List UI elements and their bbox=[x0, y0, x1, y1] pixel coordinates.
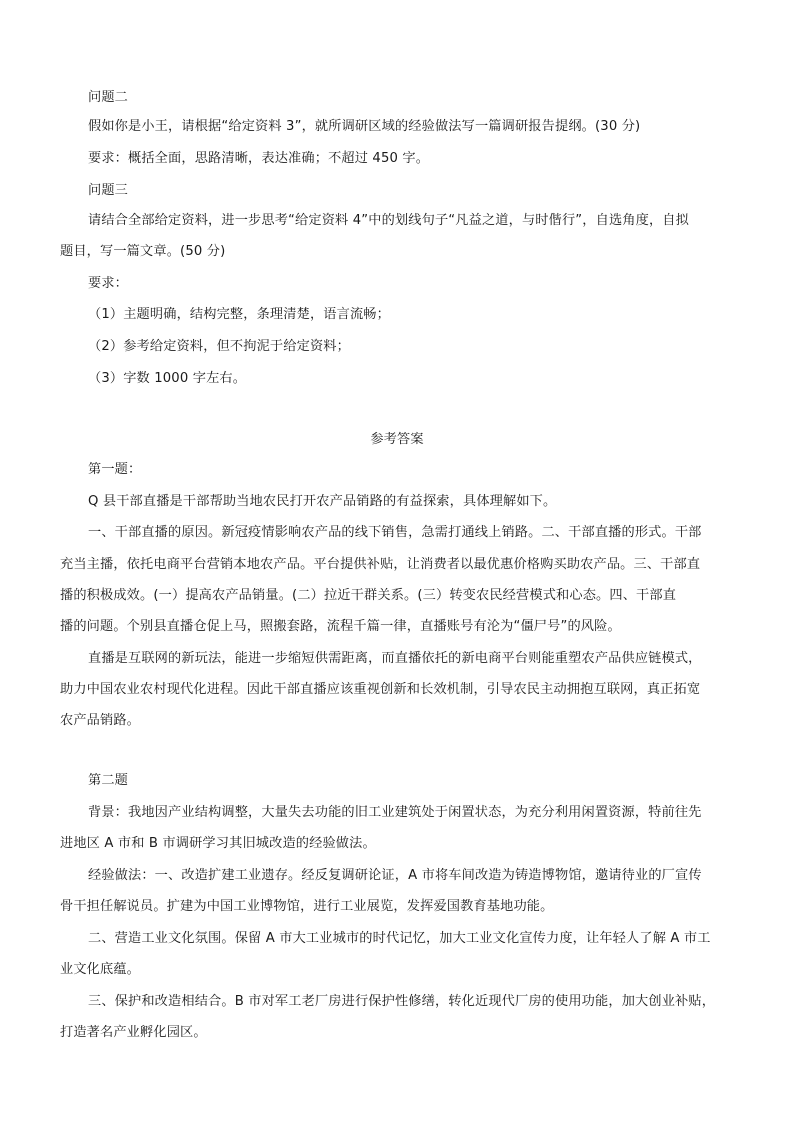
answer-2-background-line-1: 背景：我地因产业结构调整，大量失去功能的旧工业建筑处于闲置状态，为充分利用闲置资源，特前往先 bbox=[88, 805, 702, 820]
answer-2-method-2-line-2: 业文化底蕴。 bbox=[60, 962, 141, 977]
question-3-requirement-1: （1）主题明确，结构完整，条理清楚，语言流畅； bbox=[88, 307, 390, 322]
answer-2-method-1-line-2: 骨干担任解说员。扩建为中国工业博物馆，进行工业展览，发挥爱国教育基地功能。 bbox=[60, 899, 554, 914]
question-3-prompt-line-2: 题目，写一篇文章。(50 分) bbox=[60, 244, 226, 259]
answer-2-method-2-line-1: 二、营造工业文化氛围。保留 A 市大工业城市的时代记忆，加大工业文化宣传力度，让年轻人了解 A 市工 bbox=[88, 931, 711, 946]
answer-1-title: 第一题： bbox=[88, 462, 142, 477]
question-2-prompt: 假如你是小王，请根据“给定资料 3”，就所调研区域的经验做法写一篇调研报告提纲。(30 分) bbox=[88, 119, 641, 134]
question-3-title: 问题三 bbox=[88, 183, 129, 198]
answer-2-method-1-line-1: 经验做法：一、改造扩建工业遗存。经反复调研论证，A 市将车间改造为铸造博物馆，邀请待业的厂宣传 bbox=[88, 868, 702, 883]
answer-1-para-2-line-3: 播的积极成效。(一）提高农产品销量。(二）拉近干群关系。(三）转变农民经营模式和心态。四、干部直 bbox=[60, 588, 677, 603]
answer-2-background-line-2: 进地区 A 市和 B 市调研学习其旧城改造的经验做法。 bbox=[60, 836, 376, 851]
answer-1-para-1: Q 县干部直播是干部帮助当地农民打开农产品销路的有益探索，具体理解如下。 bbox=[88, 494, 557, 509]
answer-2-method-3-line-2: 打造著名产业孵化园区。 bbox=[60, 1025, 207, 1040]
answer-2-method-3-line-1: 三、保护和改造相结合。B 市对军工老厂房进行保护性修缮，转化近现代厂房的使用功能，加大创业补贴， bbox=[88, 994, 716, 1009]
answer-1-para-3-line-1: 直播是互联网的新玩法，能进一步缩短供需距离，而直播依托的新电商平台则能重塑农产品供应链模式， bbox=[88, 651, 702, 666]
answer-1-para-2-line-4: 播的问题。个别县直播仓促上马，照搬套路，流程千篇一律，直播账号有沦为“僵尸号”的风险。 bbox=[60, 619, 621, 634]
question-2-requirement: 要求：概括全面，思路清晰，表达准确；不超过 450 字。 bbox=[88, 151, 430, 166]
answer-1-para-3-line-2: 助力中国农业农村现代化进程。因此干部直播应该重视创新和长效机制，引导农民主动拥抱互联网，真正拓宽 bbox=[60, 682, 701, 697]
question-2-title: 问题二 bbox=[88, 90, 129, 105]
question-3-requirement-2: （2）参考给定资料，但不拘泥于给定资料； bbox=[88, 339, 350, 354]
answer-1-para-3-line-3: 农产品销路。 bbox=[60, 713, 141, 728]
answers-heading: 参考答案 bbox=[370, 432, 424, 447]
question-3-requirement-3: （3）字数 1000 字左右。 bbox=[88, 371, 247, 386]
question-3-prompt-line-1: 请结合全部给定资料，进一步思考“给定资料 4”中的划线句子“凡益之道，与时偕行”，自选角度，自拟 bbox=[88, 213, 689, 228]
answer-1-para-2-line-1: 一、干部直播的原因。新冠疫情影响农产品的线下销售，急需打通线上销路。二、干部直播的形式。干部 bbox=[88, 525, 702, 540]
answer-1-para-2-line-2: 充当主播，依托电商平台营销本地农产品。平台提供补贴，让消费者以最优惠价格购买助农产品。三、干部直 bbox=[60, 557, 701, 572]
question-3-requirement-title: 要求： bbox=[88, 276, 129, 291]
answer-2-title: 第二题 bbox=[88, 773, 129, 788]
